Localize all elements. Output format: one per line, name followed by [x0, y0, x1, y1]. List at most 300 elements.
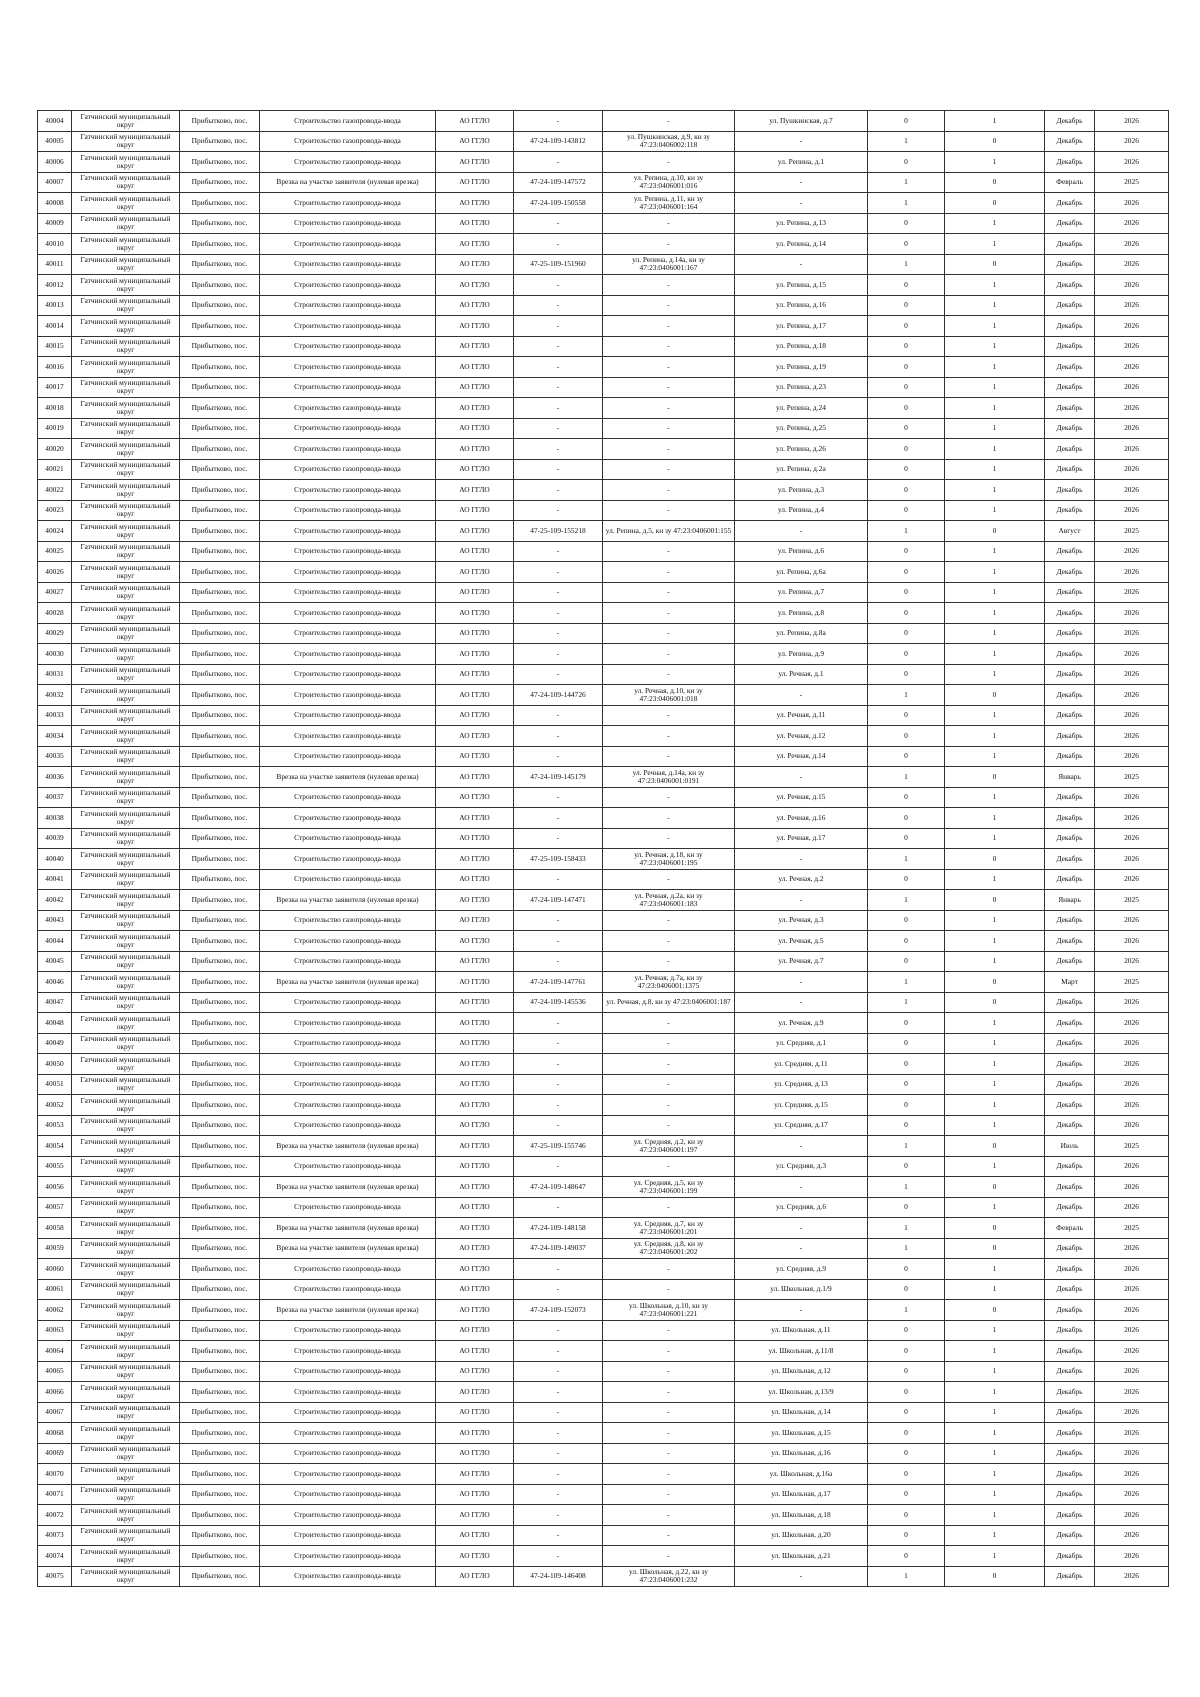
organization-cell: АО ГГЛО — [436, 1177, 514, 1198]
address-cell: - — [735, 972, 868, 993]
year-cell: 2026 — [1095, 275, 1169, 296]
district-cell: Гатчинский муниципальный округ — [72, 1013, 180, 1034]
organization-cell: АО ГГЛО — [436, 1300, 514, 1321]
month-cell: Декабрь — [1045, 1197, 1095, 1218]
district-cell: Гатчинский муниципальный округ — [72, 1423, 180, 1444]
count-b-cell: 1 — [945, 951, 1045, 972]
year-cell: 2026 — [1095, 746, 1169, 767]
table-body — [38, 111, 1169, 1587]
table-row — [38, 931, 1169, 952]
organization-cell: АО ГГЛО — [436, 1464, 514, 1485]
count-a-cell: 0 — [868, 1464, 945, 1485]
row-number-cell: 40065 — [38, 1361, 72, 1382]
cadastral-address-cell: ул. Средняя, д.5, кн зу 47:23:0406001:199 — [603, 1177, 735, 1198]
application-number-cell: - — [514, 357, 603, 378]
application-number-cell: - — [514, 541, 603, 562]
month-cell: Декабрь — [1045, 1013, 1095, 1034]
work-type-cell: Строительство газопровода-ввода — [260, 1402, 436, 1423]
district-cell: Гатчинский муниципальный округ — [72, 951, 180, 972]
work-type-cell: Строительство газопровода-ввода — [260, 1505, 436, 1526]
month-cell: Декабрь — [1045, 1156, 1095, 1177]
application-number-cell: - — [514, 787, 603, 808]
month-cell: Август — [1045, 521, 1095, 542]
application-number-cell: - — [514, 152, 603, 173]
district-cell: Гатчинский муниципальный округ — [72, 131, 180, 152]
organization-cell: АО ГГЛО — [436, 746, 514, 767]
cadastral-address-cell: - — [603, 316, 735, 337]
count-a-cell: 0 — [868, 603, 945, 624]
settlement-cell: Прибытково, пос. — [180, 1218, 260, 1239]
table-row — [38, 275, 1169, 296]
year-cell: 2026 — [1095, 1525, 1169, 1546]
cadastral-address-cell: ул. Речная, д.2а, кн зу 47:23:0406001:183 — [603, 890, 735, 911]
settlement-cell: Прибытково, пос. — [180, 1505, 260, 1526]
work-type-cell: Строительство газопровода-ввода — [260, 398, 436, 419]
address-cell: ул. Речная, д.17 — [735, 828, 868, 849]
count-b-cell: 1 — [945, 1279, 1045, 1300]
count-b-cell: 1 — [945, 480, 1045, 501]
cadastral-address-cell: ул. Речная, д.14а, кн зу 47:23:0406001:0191 — [603, 767, 735, 788]
year-cell: 2026 — [1095, 562, 1169, 583]
count-b-cell: 1 — [945, 1095, 1045, 1116]
count-a-cell: 0 — [868, 1013, 945, 1034]
application-number-cell: - — [514, 1156, 603, 1177]
month-cell: Декабрь — [1045, 562, 1095, 583]
year-cell: 2026 — [1095, 131, 1169, 152]
year-cell: 2026 — [1095, 1546, 1169, 1567]
month-cell: Июль — [1045, 1136, 1095, 1157]
year-cell: 2026 — [1095, 357, 1169, 378]
year-cell: 2026 — [1095, 377, 1169, 398]
row-number-cell: 40070 — [38, 1464, 72, 1485]
row-number-cell: 40022 — [38, 480, 72, 501]
month-cell: Декабрь — [1045, 234, 1095, 255]
month-cell: Декабрь — [1045, 398, 1095, 419]
district-cell: Гатчинский муниципальный округ — [72, 726, 180, 747]
table-row — [38, 582, 1169, 603]
count-a-cell: 0 — [868, 1423, 945, 1444]
table-row — [38, 1259, 1169, 1280]
district-cell: Гатчинский муниципальный округ — [72, 1484, 180, 1505]
organization-cell: АО ГГЛО — [436, 1238, 514, 1259]
cadastral-address-cell: - — [603, 500, 735, 521]
count-a-cell: 1 — [868, 131, 945, 152]
count-b-cell: 0 — [945, 685, 1045, 706]
address-cell: ул. Репина, д.6а — [735, 562, 868, 583]
organization-cell: АО ГГЛО — [436, 1423, 514, 1444]
district-cell: Гатчинский муниципальный округ — [72, 1546, 180, 1567]
month-cell: Декабрь — [1045, 1382, 1095, 1403]
row-number-cell: 40051 — [38, 1074, 72, 1095]
count-b-cell: 0 — [945, 1238, 1045, 1259]
count-b-cell: 1 — [945, 910, 1045, 931]
table-row — [38, 808, 1169, 829]
cadastral-address-cell: - — [603, 1505, 735, 1526]
organization-cell: АО ГГЛО — [436, 1484, 514, 1505]
count-b-cell: 1 — [945, 1464, 1045, 1485]
application-number-cell: - — [514, 316, 603, 337]
month-cell: Декабрь — [1045, 1095, 1095, 1116]
count-a-cell: 0 — [868, 111, 945, 132]
table-row — [38, 1074, 1169, 1095]
count-a-cell: 0 — [868, 295, 945, 316]
settlement-cell: Прибытково, пос. — [180, 1197, 260, 1218]
table-row — [38, 1361, 1169, 1382]
count-a-cell: 0 — [868, 1505, 945, 1526]
count-a-cell: 0 — [868, 869, 945, 890]
row-number-cell: 40023 — [38, 500, 72, 521]
district-cell: Гатчинский муниципальный округ — [72, 828, 180, 849]
row-number-cell: 40043 — [38, 910, 72, 931]
organization-cell: АО ГГЛО — [436, 1361, 514, 1382]
month-cell: Январь — [1045, 890, 1095, 911]
count-a-cell: 0 — [868, 357, 945, 378]
work-type-cell: Строительство газопровода-ввода — [260, 377, 436, 398]
application-number-cell: 47-24-109-152073 — [514, 1300, 603, 1321]
application-number-cell: - — [514, 828, 603, 849]
count-b-cell: 1 — [945, 152, 1045, 173]
count-b-cell: 1 — [945, 1484, 1045, 1505]
table-row — [38, 767, 1169, 788]
district-cell: Гатчинский муниципальный округ — [72, 193, 180, 214]
month-cell: Декабрь — [1045, 336, 1095, 357]
settlement-cell: Прибытково, пос. — [180, 1095, 260, 1116]
work-type-cell: Строительство газопровода-ввода — [260, 521, 436, 542]
table-row — [38, 357, 1169, 378]
district-cell: Гатчинский муниципальный округ — [72, 910, 180, 931]
application-number-cell: 47-24-109-147761 — [514, 972, 603, 993]
cadastral-address-cell: - — [603, 1279, 735, 1300]
work-type-cell: Строительство газопровода-ввода — [260, 705, 436, 726]
row-number-cell: 40042 — [38, 890, 72, 911]
organization-cell: АО ГГЛО — [436, 726, 514, 747]
settlement-cell: Прибытково, пос. — [180, 254, 260, 275]
cadastral-address-cell: - — [603, 439, 735, 460]
work-type-cell: Строительство газопровода-ввода — [260, 254, 436, 275]
month-cell: Декабрь — [1045, 685, 1095, 706]
count-a-cell: 0 — [868, 398, 945, 419]
district-cell: Гатчинский муниципальный округ — [72, 1054, 180, 1075]
address-cell: ул. Репина, д.14 — [735, 234, 868, 255]
address-cell: ул. Средняя, д.3 — [735, 1156, 868, 1177]
organization-cell: АО ГГЛО — [436, 521, 514, 542]
table-row — [38, 1033, 1169, 1054]
address-cell: ул. Школьная, д.18 — [735, 1505, 868, 1526]
row-number-cell: 40009 — [38, 213, 72, 234]
count-a-cell: 1 — [868, 1136, 945, 1157]
organization-cell: АО ГГЛО — [436, 459, 514, 480]
work-type-cell: Строительство газопровода-ввода — [260, 1484, 436, 1505]
count-b-cell: 1 — [945, 582, 1045, 603]
work-type-cell: Строительство газопровода-ввода — [260, 808, 436, 829]
count-a-cell: 0 — [868, 562, 945, 583]
count-a-cell: 0 — [868, 1156, 945, 1177]
address-cell: ул. Школьная, д.12 — [735, 1361, 868, 1382]
count-b-cell: 0 — [945, 849, 1045, 870]
organization-cell: АО ГГЛО — [436, 1279, 514, 1300]
organization-cell: АО ГГЛО — [436, 972, 514, 993]
year-cell: 2025 — [1095, 1218, 1169, 1239]
year-cell: 2026 — [1095, 726, 1169, 747]
district-cell: Гатчинский муниципальный округ — [72, 316, 180, 337]
address-cell: ул. Репина, д.16 — [735, 295, 868, 316]
work-type-cell: Строительство газопровода-ввода — [260, 562, 436, 583]
settlement-cell: Прибытково, пос. — [180, 787, 260, 808]
cadastral-address-cell: - — [603, 111, 735, 132]
application-number-cell: - — [514, 1402, 603, 1423]
count-b-cell: 1 — [945, 459, 1045, 480]
row-number-cell: 40072 — [38, 1505, 72, 1526]
year-cell: 2026 — [1095, 582, 1169, 603]
year-cell: 2026 — [1095, 1443, 1169, 1464]
count-a-cell: 0 — [868, 275, 945, 296]
table-row — [38, 1136, 1169, 1157]
district-cell: Гатчинский муниципальный округ — [72, 1464, 180, 1485]
year-cell: 2026 — [1095, 1033, 1169, 1054]
month-cell: Декабрь — [1045, 213, 1095, 234]
month-cell: Декабрь — [1045, 1443, 1095, 1464]
count-b-cell: 1 — [945, 705, 1045, 726]
address-cell: ул. Школьная, д.14 — [735, 1402, 868, 1423]
district-cell: Гатчинский муниципальный округ — [72, 1115, 180, 1136]
month-cell: Январь — [1045, 767, 1095, 788]
count-b-cell: 1 — [945, 1033, 1045, 1054]
count-b-cell: 0 — [945, 767, 1045, 788]
cadastral-address-cell: - — [603, 644, 735, 665]
district-cell: Гатчинский муниципальный округ — [72, 808, 180, 829]
count-a-cell: 0 — [868, 951, 945, 972]
district-cell: Гатчинский муниципальный округ — [72, 685, 180, 706]
month-cell: Декабрь — [1045, 1259, 1095, 1280]
table-row — [38, 193, 1169, 214]
cadastral-address-cell: - — [603, 1033, 735, 1054]
organization-cell: АО ГГЛО — [436, 787, 514, 808]
table-row — [38, 1177, 1169, 1198]
year-cell: 2026 — [1095, 951, 1169, 972]
application-number-cell: - — [514, 1464, 603, 1485]
table-row — [38, 787, 1169, 808]
settlement-cell: Прибытково, пос. — [180, 357, 260, 378]
count-a-cell: 0 — [868, 1525, 945, 1546]
year-cell: 2026 — [1095, 1484, 1169, 1505]
count-a-cell: 0 — [868, 644, 945, 665]
row-number-cell: 40007 — [38, 172, 72, 193]
work-type-cell: Врезка на участке заявителя (нулевая врезка) — [260, 1136, 436, 1157]
district-cell: Гатчинский муниципальный округ — [72, 418, 180, 439]
work-type-cell: Строительство газопровода-ввода — [260, 849, 436, 870]
cadastral-address-cell: - — [603, 787, 735, 808]
organization-cell: АО ГГЛО — [436, 418, 514, 439]
district-cell: Гатчинский муниципальный округ — [72, 582, 180, 603]
count-b-cell: 1 — [945, 562, 1045, 583]
organization-cell: АО ГГЛО — [436, 1566, 514, 1587]
row-number-cell: 40018 — [38, 398, 72, 419]
row-number-cell: 40030 — [38, 644, 72, 665]
work-type-cell: Строительство газопровода-ввода — [260, 1566, 436, 1587]
month-cell: Декабрь — [1045, 131, 1095, 152]
month-cell: Декабрь — [1045, 623, 1095, 644]
table-row — [38, 1443, 1169, 1464]
application-number-cell: 47-24-109-146408 — [514, 1566, 603, 1587]
count-a-cell: 1 — [868, 254, 945, 275]
month-cell: Декабрь — [1045, 152, 1095, 173]
settlement-cell: Прибытково, пос. — [180, 992, 260, 1013]
settlement-cell: Прибытково, пос. — [180, 582, 260, 603]
organization-cell: АО ГГЛО — [436, 295, 514, 316]
address-cell: ул. Репина, д.17 — [735, 316, 868, 337]
settlement-cell: Прибытково, пос. — [180, 685, 260, 706]
work-type-cell: Строительство газопровода-ввода — [260, 1054, 436, 1075]
month-cell: Декабрь — [1045, 1566, 1095, 1587]
work-type-cell: Строительство газопровода-ввода — [260, 1197, 436, 1218]
month-cell: Декабрь — [1045, 951, 1095, 972]
district-cell: Гатчинский муниципальный округ — [72, 234, 180, 255]
cadastral-address-cell: - — [603, 562, 735, 583]
organization-cell: АО ГГЛО — [436, 828, 514, 849]
year-cell: 2026 — [1095, 418, 1169, 439]
year-cell: 2026 — [1095, 1464, 1169, 1485]
cadastral-address-cell: - — [603, 705, 735, 726]
district-cell: Гатчинский муниципальный округ — [72, 931, 180, 952]
cadastral-address-cell: - — [603, 808, 735, 829]
cadastral-address-cell: - — [603, 1443, 735, 1464]
work-type-cell: Строительство газопровода-ввода — [260, 1095, 436, 1116]
cadastral-address-cell: - — [603, 869, 735, 890]
district-cell: Гатчинский муниципальный округ — [72, 480, 180, 501]
address-cell: ул. Репина, д.19 — [735, 357, 868, 378]
work-type-cell: Строительство газопровода-ввода — [260, 931, 436, 952]
application-number-cell: - — [514, 459, 603, 480]
year-cell: 2026 — [1095, 316, 1169, 337]
address-cell: ул. Речная, д.12 — [735, 726, 868, 747]
organization-cell: АО ГГЛО — [436, 1443, 514, 1464]
count-a-cell: 0 — [868, 1320, 945, 1341]
organization-cell: АО ГГЛО — [436, 992, 514, 1013]
settlement-cell: Прибытково, пос. — [180, 767, 260, 788]
organization-cell: АО ГГЛО — [436, 500, 514, 521]
work-type-cell: Строительство газопровода-ввода — [260, 111, 436, 132]
application-number-cell: - — [514, 1320, 603, 1341]
district-cell: Гатчинский муниципальный округ — [72, 521, 180, 542]
settlement-cell: Прибытково, пос. — [180, 1115, 260, 1136]
district-cell: Гатчинский муниципальный округ — [72, 1177, 180, 1198]
address-cell: - — [735, 1136, 868, 1157]
address-cell: ул. Средняя, д.1 — [735, 1033, 868, 1054]
address-cell: ул. Репина, д.7 — [735, 582, 868, 603]
application-number-cell: - — [514, 951, 603, 972]
row-number-cell: 40004 — [38, 111, 72, 132]
application-number-cell: - — [514, 623, 603, 644]
count-b-cell: 0 — [945, 172, 1045, 193]
application-number-cell: 47-25-109-155746 — [514, 1136, 603, 1157]
organization-cell: АО ГГЛО — [436, 131, 514, 152]
settlement-cell: Прибытково, пос. — [180, 213, 260, 234]
settlement-cell: Прибытково, пос. — [180, 1341, 260, 1362]
cadastral-address-cell: - — [603, 234, 735, 255]
work-type-cell: Строительство газопровода-ввода — [260, 1259, 436, 1280]
application-number-cell: - — [514, 500, 603, 521]
month-cell: Декабрь — [1045, 1546, 1095, 1567]
count-a-cell: 0 — [868, 234, 945, 255]
address-cell: - — [735, 1177, 868, 1198]
cadastral-address-cell: ул. Репина, д.14а, кн зу 47:23:0406001:167 — [603, 254, 735, 275]
application-number-cell: - — [514, 377, 603, 398]
count-b-cell: 1 — [945, 1382, 1045, 1403]
settlement-cell: Прибытково, пос. — [180, 664, 260, 685]
settlement-cell: Прибытково, пос. — [180, 418, 260, 439]
row-number-cell: 40075 — [38, 1566, 72, 1587]
year-cell: 2026 — [1095, 869, 1169, 890]
work-type-cell: Строительство газопровода-ввода — [260, 1074, 436, 1095]
count-a-cell: 0 — [868, 459, 945, 480]
row-number-cell: 40066 — [38, 1382, 72, 1403]
organization-cell: АО ГГЛО — [436, 1546, 514, 1567]
application-number-cell: 47-24-109-144726 — [514, 685, 603, 706]
organization-cell: АО ГГЛО — [436, 869, 514, 890]
application-number-cell: - — [514, 910, 603, 931]
row-number-cell: 40010 — [38, 234, 72, 255]
row-number-cell: 40025 — [38, 541, 72, 562]
organization-cell: АО ГГЛО — [436, 603, 514, 624]
cadastral-address-cell: - — [603, 275, 735, 296]
table-row — [38, 685, 1169, 706]
application-number-cell: - — [514, 1361, 603, 1382]
district-cell: Гатчинский муниципальный округ — [72, 849, 180, 870]
district-cell: Гатчинский муниципальный округ — [72, 1361, 180, 1382]
count-a-cell: 1 — [868, 1300, 945, 1321]
district-cell: Гатчинский муниципальный округ — [72, 1443, 180, 1464]
application-number-cell: - — [514, 111, 603, 132]
settlement-cell: Прибытково, пос. — [180, 1525, 260, 1546]
row-number-cell: 40019 — [38, 418, 72, 439]
table-row — [38, 705, 1169, 726]
year-cell: 2026 — [1095, 910, 1169, 931]
address-cell: ул. Школьная, д.20 — [735, 1525, 868, 1546]
cadastral-address-cell: - — [603, 152, 735, 173]
count-a-cell: 0 — [868, 1361, 945, 1382]
cadastral-address-cell: ул. Средняя, д.2, кн зу 47:23:0406001:197 — [603, 1136, 735, 1157]
settlement-cell: Прибытково, пос. — [180, 1300, 260, 1321]
row-number-cell: 40020 — [38, 439, 72, 460]
work-type-cell: Строительство газопровода-ввода — [260, 582, 436, 603]
application-number-cell: - — [514, 480, 603, 501]
address-cell: ул. Репина, д.4 — [735, 500, 868, 521]
count-a-cell: 1 — [868, 1218, 945, 1239]
address-cell: - — [735, 685, 868, 706]
year-cell: 2026 — [1095, 1259, 1169, 1280]
settlement-cell: Прибытково, пос. — [180, 1013, 260, 1034]
address-cell: ул. Репина, д.3 — [735, 480, 868, 501]
settlement-cell: Прибытково, пос. — [180, 849, 260, 870]
data-table — [37, 110, 1169, 1587]
count-b-cell: 0 — [945, 254, 1045, 275]
district-cell: Гатчинский муниципальный округ — [72, 275, 180, 296]
district-cell: Гатчинский муниципальный округ — [72, 623, 180, 644]
address-cell: ул. Школьная, д.13/9 — [735, 1382, 868, 1403]
application-number-cell: - — [514, 1197, 603, 1218]
settlement-cell: Прибытково, пос. — [180, 828, 260, 849]
organization-cell: АО ГГЛО — [436, 213, 514, 234]
row-number-cell: 40068 — [38, 1423, 72, 1444]
organization-cell: АО ГГЛО — [436, 1402, 514, 1423]
year-cell: 2026 — [1095, 111, 1169, 132]
count-a-cell: 0 — [868, 746, 945, 767]
work-type-cell: Строительство газопровода-ввода — [260, 1279, 436, 1300]
month-cell: Декабрь — [1045, 1279, 1095, 1300]
application-number-cell: - — [514, 644, 603, 665]
count-b-cell: 1 — [945, 1054, 1045, 1075]
count-b-cell: 1 — [945, 398, 1045, 419]
